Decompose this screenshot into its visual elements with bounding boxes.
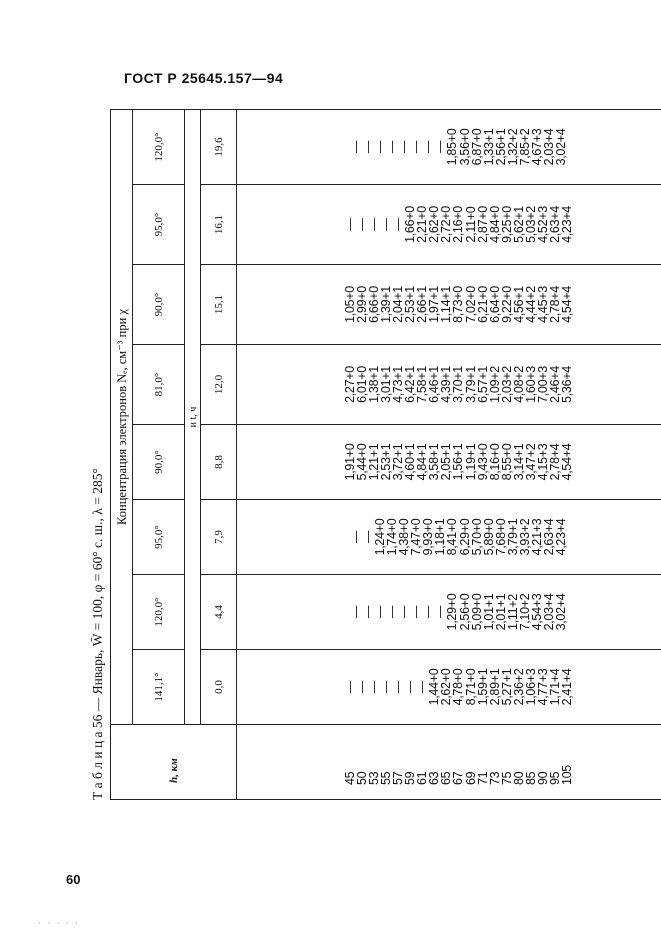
table-cell-value: 6,21+0	[475, 286, 490, 323]
t-value: 16,1	[212, 214, 225, 235]
height-value: 73	[487, 771, 502, 785]
t-value: 12,0	[212, 374, 225, 395]
height-value: 90	[536, 771, 551, 785]
table-cell-value: 1,06+3	[524, 668, 539, 706]
table-cell-value: 5,62+1	[511, 206, 526, 243]
chi-value: 95,0°	[152, 525, 165, 549]
table-cell-value: 4,23+4	[554, 518, 569, 556]
table-cell-value: 6,66+0	[366, 286, 381, 323]
table-cell-value: —	[348, 530, 363, 544]
table-cell-value: 1,24+0	[372, 518, 387, 556]
t-header-cell	[201, 575, 237, 650]
table-cell-value: 2,89+1	[487, 668, 502, 706]
page-number: 60	[66, 872, 81, 887]
table-cell-value: 4,54+4	[560, 286, 575, 323]
table-cell-value: 4,52+3	[536, 206, 551, 243]
table-cell-value: 4,54+4	[560, 443, 575, 481]
t-header-cell	[201, 109, 237, 184]
table-cell-value: —	[397, 605, 412, 619]
row-header-label: h, км	[167, 758, 180, 783]
table-cell-value: —	[390, 218, 405, 231]
group-title-cell	[111, 109, 133, 724]
table-cell-value: 2,03+4	[542, 128, 557, 166]
table-cell-value: —	[360, 530, 375, 544]
height-value: 53	[366, 771, 381, 785]
table-cell-value: 2,62+0	[427, 206, 442, 243]
table-cell-value: —	[348, 605, 363, 619]
table-cell-value: 2,63+4	[542, 518, 557, 556]
table-cell-value: —	[415, 680, 430, 694]
table-cell-value: 1,74+0	[384, 518, 399, 556]
table-cell-value: 3,93+2	[517, 518, 532, 556]
table-cell-value: 6,01+0	[354, 366, 369, 403]
table-cell-value: 1,14+1	[439, 286, 454, 323]
table-cell-value: 9,25+0	[499, 206, 514, 243]
t-header-cell	[201, 345, 237, 425]
table-cell-value: 9,22+0	[499, 286, 514, 323]
data-table	[110, 109, 661, 800]
table-cell-value: 5,36+4	[560, 366, 575, 403]
table-cell-value: 2,62+0	[439, 668, 454, 706]
table-cell-value: 2,21+0	[415, 206, 430, 243]
table-cell-value: —	[409, 140, 424, 154]
t-header-cell	[201, 650, 237, 725]
height-value: 95	[548, 771, 563, 785]
table-cell-value: 1,91+0	[342, 443, 357, 481]
height-value: 45	[342, 771, 357, 785]
table-cell-value: 1,71+4	[548, 668, 563, 706]
t-value: 19,6	[212, 137, 225, 157]
data-column-cell	[237, 425, 661, 500]
table-cell-value: —	[421, 605, 436, 619]
data-column-cell	[237, 345, 661, 425]
table-cell-value: 2,01+1	[493, 593, 508, 631]
chi-value: 81,0°	[152, 372, 165, 397]
table-cell-value: 1,29+0	[445, 593, 460, 631]
table-cell-value: —	[378, 218, 393, 231]
table-cell-value: 4,60+1	[403, 443, 418, 481]
table-cell-value: 2,99+0	[354, 286, 369, 323]
height-value: 61	[415, 771, 430, 785]
table-cell-value: 4,56+1	[511, 286, 526, 323]
table-cell-value: 3,56+0	[457, 128, 472, 166]
table-cell-value: 5,89+0	[481, 518, 496, 556]
table-cell-value: 6,87+0	[469, 128, 484, 166]
height-value: 69	[463, 771, 478, 785]
table-cell-value: 4,44+2	[524, 286, 539, 323]
table-cell-value: 7,02+0	[463, 286, 478, 323]
table-cell-value: 6,46+1	[427, 366, 442, 403]
table-cell-value: 8,55+0	[499, 443, 514, 481]
height-value: 65	[439, 771, 454, 785]
chi-header-cell	[133, 265, 185, 345]
height-value: 55	[378, 771, 393, 785]
heights-cell	[237, 725, 661, 800]
table-cell-value: —	[342, 680, 357, 694]
table-cell-value: 5,44+0	[354, 443, 369, 481]
table-cell-value: 1,56+1	[451, 443, 466, 481]
table-cell-value: 8,71+0	[463, 668, 478, 706]
table-cell-value: 2,78+4	[548, 286, 563, 323]
table-cell-value: 8,41+0	[445, 518, 460, 556]
table-cell-value: 7,10+2	[517, 593, 532, 631]
time-label-cell	[185, 109, 201, 724]
table-cell-value: 7,47+0	[409, 518, 424, 556]
height-value: 75	[499, 771, 514, 785]
table-cell-value: —	[403, 680, 418, 694]
table-cell-value: 1,39+1	[378, 286, 393, 323]
table-cell-value: 1,97+1	[427, 286, 442, 323]
table-cell-value: —	[384, 605, 399, 619]
table-cell-value: 4,78+0	[451, 668, 466, 706]
table-cell-value: 5,70+0	[469, 518, 484, 556]
table-cell-value: 1,01+1	[481, 593, 496, 631]
table-cell-value: —	[354, 218, 369, 231]
table-cell-value: 2,56+0	[457, 593, 472, 631]
table-cell-value: —	[366, 680, 381, 694]
chi-header-cell	[133, 500, 185, 575]
table-cell-value: 3,72+1	[390, 443, 405, 481]
time-label: и t, ч	[187, 406, 199, 428]
table-cell-value: 7,68+0	[493, 518, 508, 556]
chi-value: 95,0°	[152, 212, 165, 237]
table-cell-value: 9,93+0	[421, 518, 436, 556]
table-cell-value: 6,64+0	[487, 286, 502, 323]
t-value: 4,4	[212, 605, 225, 619]
table-cell-value: 2,56+1	[493, 128, 508, 166]
table-cell-value: 4,67+3	[530, 128, 545, 166]
table-cell-value: 6,42+1	[403, 366, 418, 403]
chi-header-cell	[133, 185, 185, 265]
table-cell-value: —	[348, 140, 363, 154]
table-cell-value: 3,02+4	[554, 593, 569, 631]
scan-artifact: · · · · ·	[38, 918, 80, 928]
chi-value: 90,0°	[152, 450, 165, 474]
table-cell-value: 3,70+1	[451, 366, 466, 403]
chi-value: 120,0°	[152, 597, 165, 627]
table-cell-value: 3,47+2	[524, 443, 539, 481]
table-cell-value: 2,78+4	[548, 443, 563, 481]
table-cell-value: 2,53+1	[403, 286, 418, 323]
table-cell-value: 1,18+1	[433, 518, 448, 556]
table-cell-value: 4,15+3	[536, 443, 551, 481]
table-cell-value: —	[366, 218, 381, 231]
table-cell-value: —	[421, 140, 436, 154]
table-cell-value: —	[360, 605, 375, 619]
chi-header-cell	[133, 425, 185, 500]
table-cell-value: 1,60+3	[524, 366, 539, 403]
table-cell-value: 3,01+1	[378, 366, 393, 403]
chi-header-cell	[133, 575, 185, 650]
table-cell-value: 1,33+1	[481, 128, 496, 166]
table-cell-value: 2,41+4	[560, 668, 575, 706]
height-value: 63	[427, 771, 442, 785]
table-cell-value: 1,66+0	[403, 206, 418, 243]
height-value: 80	[511, 771, 526, 785]
table-cell-value: 4,73+1	[390, 366, 405, 403]
table-cell-value: —	[384, 140, 399, 154]
t-header-cell	[201, 185, 237, 265]
row-header-cell	[111, 725, 237, 800]
table-cell-value: 1,32+2	[505, 128, 520, 166]
t-value: 7,9	[212, 530, 225, 544]
table-cell-value: 1,11+2	[505, 594, 520, 630]
table-cell-value: 1,85+0	[445, 128, 460, 166]
table-cell-value: 1,38+1	[366, 366, 381, 403]
data-column-cell	[237, 109, 661, 184]
table-cell-value: 3,58+1	[427, 443, 442, 481]
table-cell-value: 2,11+0	[463, 206, 478, 243]
table-cell-value: 1,09+2	[487, 366, 502, 403]
table-cell-value: 2,66+1	[415, 286, 430, 323]
chi-header-cell	[133, 650, 185, 725]
table-caption: Т а б л и ц а 56 — Январь, W̄ = 100, φ = 60° с. ш., λ = 285°	[90, 468, 105, 800]
table-cell-value: 7,00+3	[536, 366, 551, 403]
table-cell-value: 2,03+2	[499, 366, 514, 403]
table-cell-value: 2,46+4	[548, 366, 563, 403]
table-cell-value: 3,79+1	[505, 518, 520, 556]
table-cell-value: —	[372, 140, 387, 154]
table-cell-value: 8,73+0	[451, 286, 466, 323]
table-cell-value: 4,84+0	[487, 206, 502, 243]
data-column-cell	[237, 575, 661, 650]
chi-header-cell	[133, 345, 185, 425]
table-cell-value: 1,44+0	[427, 668, 442, 706]
table-cell-value: 4,21+3	[530, 518, 545, 556]
table-cell-value: —	[409, 605, 424, 619]
table-cell-value: 9,43+0	[475, 443, 490, 481]
table-cell-value: 8,16+0	[487, 443, 502, 481]
table-cell-value: —	[378, 680, 393, 694]
table-cell-value: —	[390, 680, 405, 694]
t-header-cell	[201, 425, 237, 500]
height-value: 105	[560, 765, 575, 785]
group-title: Концентрация электронов Nₑ, см⁻³ при χ	[114, 309, 129, 525]
table-cell-value: —	[354, 680, 369, 694]
data-column-cell	[237, 500, 661, 575]
table-cell-value: 1,21+1	[366, 443, 381, 481]
table-cell-value: 2,16+0	[451, 206, 466, 243]
table-cell-value: 3,14+1	[511, 443, 526, 481]
table-cell-value: 2,05+1	[439, 443, 454, 481]
table-cell-value: 6,29+0	[457, 518, 472, 556]
table-cell-value: 4,54+3	[530, 593, 545, 631]
height-value: 50	[354, 771, 369, 785]
table-cell-value: 2,87+0	[475, 206, 490, 243]
table-cell-value: 1,59+1	[475, 668, 490, 706]
table-cell-value: —	[372, 605, 387, 619]
height-value: 85	[524, 771, 539, 785]
table-cell-value: 5,03+2	[524, 206, 539, 243]
table-cell-value: 2,72+0	[439, 206, 454, 243]
table-cell-value: 4,39+1	[439, 366, 454, 403]
height-value: 59	[403, 771, 418, 785]
height-value: 71	[475, 771, 490, 785]
table-cell-value: 1,19+1	[463, 443, 478, 481]
height-value: 57	[390, 771, 405, 785]
chi-value: 90,0°	[152, 292, 165, 317]
table-cell-value: —	[342, 218, 357, 231]
t-header-cell	[201, 265, 237, 345]
table-cell-value: 6,57+1	[475, 366, 490, 403]
chi-header-cell	[133, 109, 185, 184]
t-value: 15,1	[212, 294, 225, 315]
table-cell-value: 2,04+1	[390, 286, 405, 323]
table-cell-value: 5,09+0	[469, 593, 484, 631]
data-column-cell	[237, 265, 661, 345]
table-cell-value: 3,79+1	[463, 366, 478, 403]
table-cell-value: —	[360, 140, 375, 154]
t-value: 0,0	[212, 680, 225, 694]
document-header: ГОСТ Р 25645.157—94	[124, 70, 284, 86]
table-cell-value: 2,36+2	[511, 668, 526, 706]
data-column-cell	[237, 650, 661, 725]
table-cell-value: 2,63+4	[548, 206, 563, 243]
table-cell-value: 1,05+0	[342, 286, 357, 323]
table-cell-value: 4,45+3	[536, 286, 551, 323]
table-cell-value: 5,27+1	[499, 668, 514, 706]
table-cell-value: 2,03+4	[542, 593, 557, 631]
table-cell-value: 2,53+1	[378, 443, 393, 481]
table-cell-value: 7,85+2	[517, 128, 532, 166]
table-cell-value: —	[433, 140, 448, 154]
table-cell-value: 7,58+1	[415, 366, 430, 403]
data-column-cell	[237, 185, 661, 265]
height-value: 67	[451, 771, 466, 785]
table-cell-value: 2,27+0	[342, 366, 357, 403]
table-cell-value: 3,02+4	[554, 128, 569, 166]
table-cell-value: 4,38+0	[397, 518, 412, 556]
table-cell-value: 4,84+1	[415, 443, 430, 481]
table-cell-value: —	[433, 605, 448, 619]
chi-value: 120,0°	[152, 132, 165, 162]
table-cell-value: 4,23+4	[560, 206, 575, 243]
t-header-cell	[201, 500, 237, 575]
table-cell-value: —	[397, 140, 412, 154]
chi-value: 141,1°	[152, 672, 165, 702]
table-cell-value: 4,08+2	[511, 366, 526, 403]
t-value: 8,8	[212, 455, 225, 469]
table-cell-value: 4,77+3	[536, 668, 551, 706]
